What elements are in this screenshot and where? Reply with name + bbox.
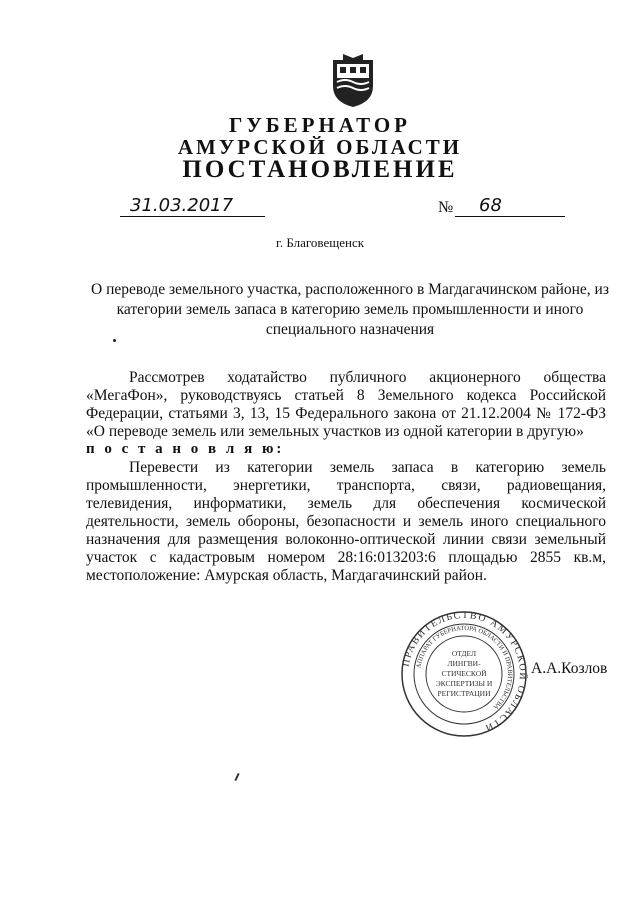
document-type: ПОСТАНОВЛЕНИЕ bbox=[182, 156, 458, 183]
document-subject: О переводе земельного участка, расположенного в Магдагачинском районе, из категории земель запаса в категорию земель промышленности и иного специального назначения bbox=[91, 281, 609, 338]
stamp-inner-text: АППАРАТ ГУБЕРНАТОРА ОБЛАСТИ И ПРАВИТЕЛЬСТВА bbox=[415, 624, 514, 711]
stamp-line-5: РЕГИСТРАЦИИ bbox=[437, 689, 491, 698]
body-paragraph-1: Рассмотрев ходатайство публичного акционерного общества «МегаФон», руководствуясь статьей 8 Земельного кодекса Российской Федерации, статьями 3, 13, 15 Федерального закона от 21.12.2004 № 172-ФЗ «О переводе земель или земельных участков из одной категории в другую» bbox=[86, 369, 606, 440]
stamp-outer-text: ПРАВИТЕЛЬСТВО АМУРСКОЙ ОБЛАСТИ bbox=[400, 610, 528, 734]
city: г. Благовещенск bbox=[275, 235, 365, 250]
signer-name: А.А.Козлов bbox=[531, 660, 608, 677]
number-label: № bbox=[438, 199, 454, 216]
body-paragraph-2: Перевести из категории земель запаса в категорию земель промышленности, энергетики, транспорта, связи, радиовещания, телевидения, информатики, земель для обеспечения космической деятельности, земель обороны, безопасности и земель иного специального назначения для размещения волоконно-оптической линии связи земельный участок с кадастровым номером 28:16:013203:6 площадью 2855 кв.м, местоположение: Амурская область, Магдагачинский район. bbox=[86, 459, 606, 584]
stamp-line-1: ОТДЕЛ bbox=[451, 649, 477, 658]
decree-word: п о с т а н о в л я ю: bbox=[86, 441, 285, 457]
header-governor: ГУБЕРНАТОР bbox=[228, 113, 412, 137]
stamp-line-3: СТИЧЕСКОЙ bbox=[441, 669, 487, 678]
stamp-line-2: ЛИНГВИ- bbox=[447, 659, 481, 668]
header-region: АМУРСКОЙ ОБЛАСТИ bbox=[177, 135, 463, 159]
document-number: 68 bbox=[455, 196, 565, 217]
stray-mark-bottom bbox=[234, 773, 239, 781]
stamp-line-4: ЭКСПЕРТИЗЫ И bbox=[435, 679, 493, 688]
document-date: 31.03.2017 bbox=[120, 196, 265, 217]
amur-oblast-coat-of-arms-icon bbox=[329, 52, 377, 108]
stray-mark bbox=[113, 339, 116, 342]
official-stamp bbox=[400, 610, 528, 738]
